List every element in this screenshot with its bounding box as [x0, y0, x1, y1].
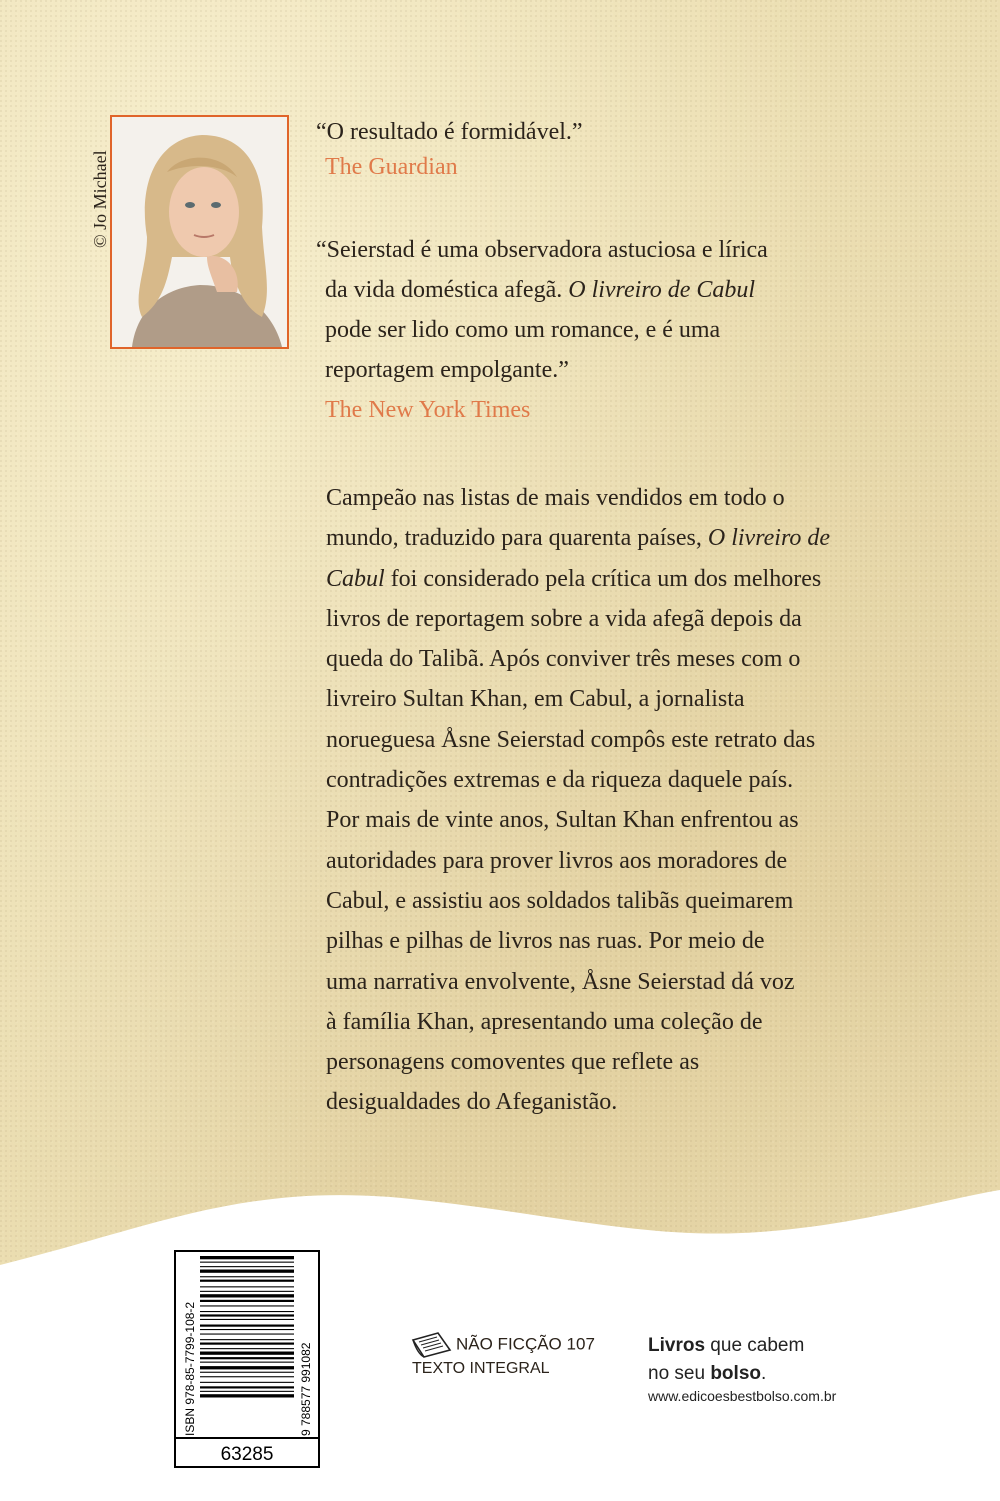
newspaper-icon	[410, 1330, 456, 1360]
description-line: queda do Talibã. Após conviver três meses com o	[326, 646, 801, 673]
quote-source: The Guardian	[325, 154, 458, 180]
description-line: Cabul, e assistiu aos soldados talibãs queimarem	[326, 887, 794, 914]
barcode	[174, 1250, 320, 1468]
description-line: desigualdades do Afeganistão.	[326, 1089, 618, 1116]
book-title: O livreiro de Cabul	[568, 277, 756, 303]
series-name: NÃO FICÇÃO	[456, 1334, 562, 1354]
description-line: Campeão nas listas de mais vendidos em todo o	[326, 485, 785, 511]
description-text: mundo, traduzido para quarenta países,	[326, 525, 708, 552]
slogan-line	[648, 1360, 804, 1388]
series-label	[410, 1330, 595, 1360]
series-number: 107	[566, 1334, 595, 1354]
book-title: O livreiro de	[707, 525, 831, 552]
author-photo	[110, 115, 289, 349]
slogan-word: bolso	[710, 1363, 761, 1384]
barcode-digits: 9 788577 991082	[299, 1342, 313, 1436]
barcode-number: 63285	[220, 1444, 274, 1465]
description-line: livros de reportagem sobre a vida afegã depois da	[326, 605, 802, 632]
quote-line: “Seierstad é uma observadora astuciosa e lírica	[316, 237, 768, 263]
description-line	[326, 518, 946, 558]
quote-line: reportagem empolgante.”	[325, 357, 569, 383]
photo-credit: © Jo Michael	[90, 150, 110, 248]
quote-source: The New York Times	[325, 397, 531, 423]
quote-text: “O resultado é formidável.”	[316, 119, 583, 145]
edition-note: TEXTO INTEGRAL	[412, 1360, 550, 1377]
slogan-word: Livros	[648, 1335, 706, 1356]
slogan-word: que cabem	[705, 1335, 805, 1356]
description-line: à família Khan, apresentando uma coleção de	[326, 1008, 763, 1035]
book-description	[326, 478, 946, 1123]
quote-line: pode ser lido como um romance, e é uma	[325, 317, 721, 343]
description-line: Por mais de vinte anos, Sultan Khan enfrentou as	[326, 807, 799, 834]
book-title: Cabul	[326, 565, 385, 592]
slogan-line	[648, 1332, 804, 1360]
description-line: livreiro Sultan Khan, em Cabul, a jornalista	[326, 686, 745, 713]
description-line: norueguesa Åsne Seierstad compôs este retrato das	[326, 726, 816, 753]
description-line: uma narrativa envolvente, Åsne Seierstad dá voz	[326, 968, 795, 995]
description-line: pilhas e pilhas de livros nas ruas. Por meio de	[326, 928, 765, 955]
description-line: contradições extremas e da riqueza daquele país.	[326, 767, 794, 794]
description-line	[326, 559, 946, 599]
barcode-graphic	[174, 1250, 320, 1468]
description-line: personagens comoventes que reflete as	[326, 1049, 700, 1076]
quote-line-text: da vida doméstica afegã.	[325, 277, 569, 303]
slogan-word: .	[761, 1363, 767, 1384]
slogan-word: no seu	[648, 1363, 711, 1384]
isbn-label: ISBN 978-85-7799-108-2	[183, 1301, 197, 1436]
quote-guardian	[316, 116, 583, 183]
description-text: foi considerado pela crítica um dos melhores	[384, 565, 822, 592]
publisher-slogan	[648, 1332, 804, 1388]
quote-nyt	[316, 234, 768, 426]
publisher-website[interactable]: www.edicoesbestbolso.com.br	[648, 1388, 837, 1404]
quote-line	[316, 274, 768, 306]
description-line: autoridades para prover livros aos moradores de	[326, 847, 788, 874]
